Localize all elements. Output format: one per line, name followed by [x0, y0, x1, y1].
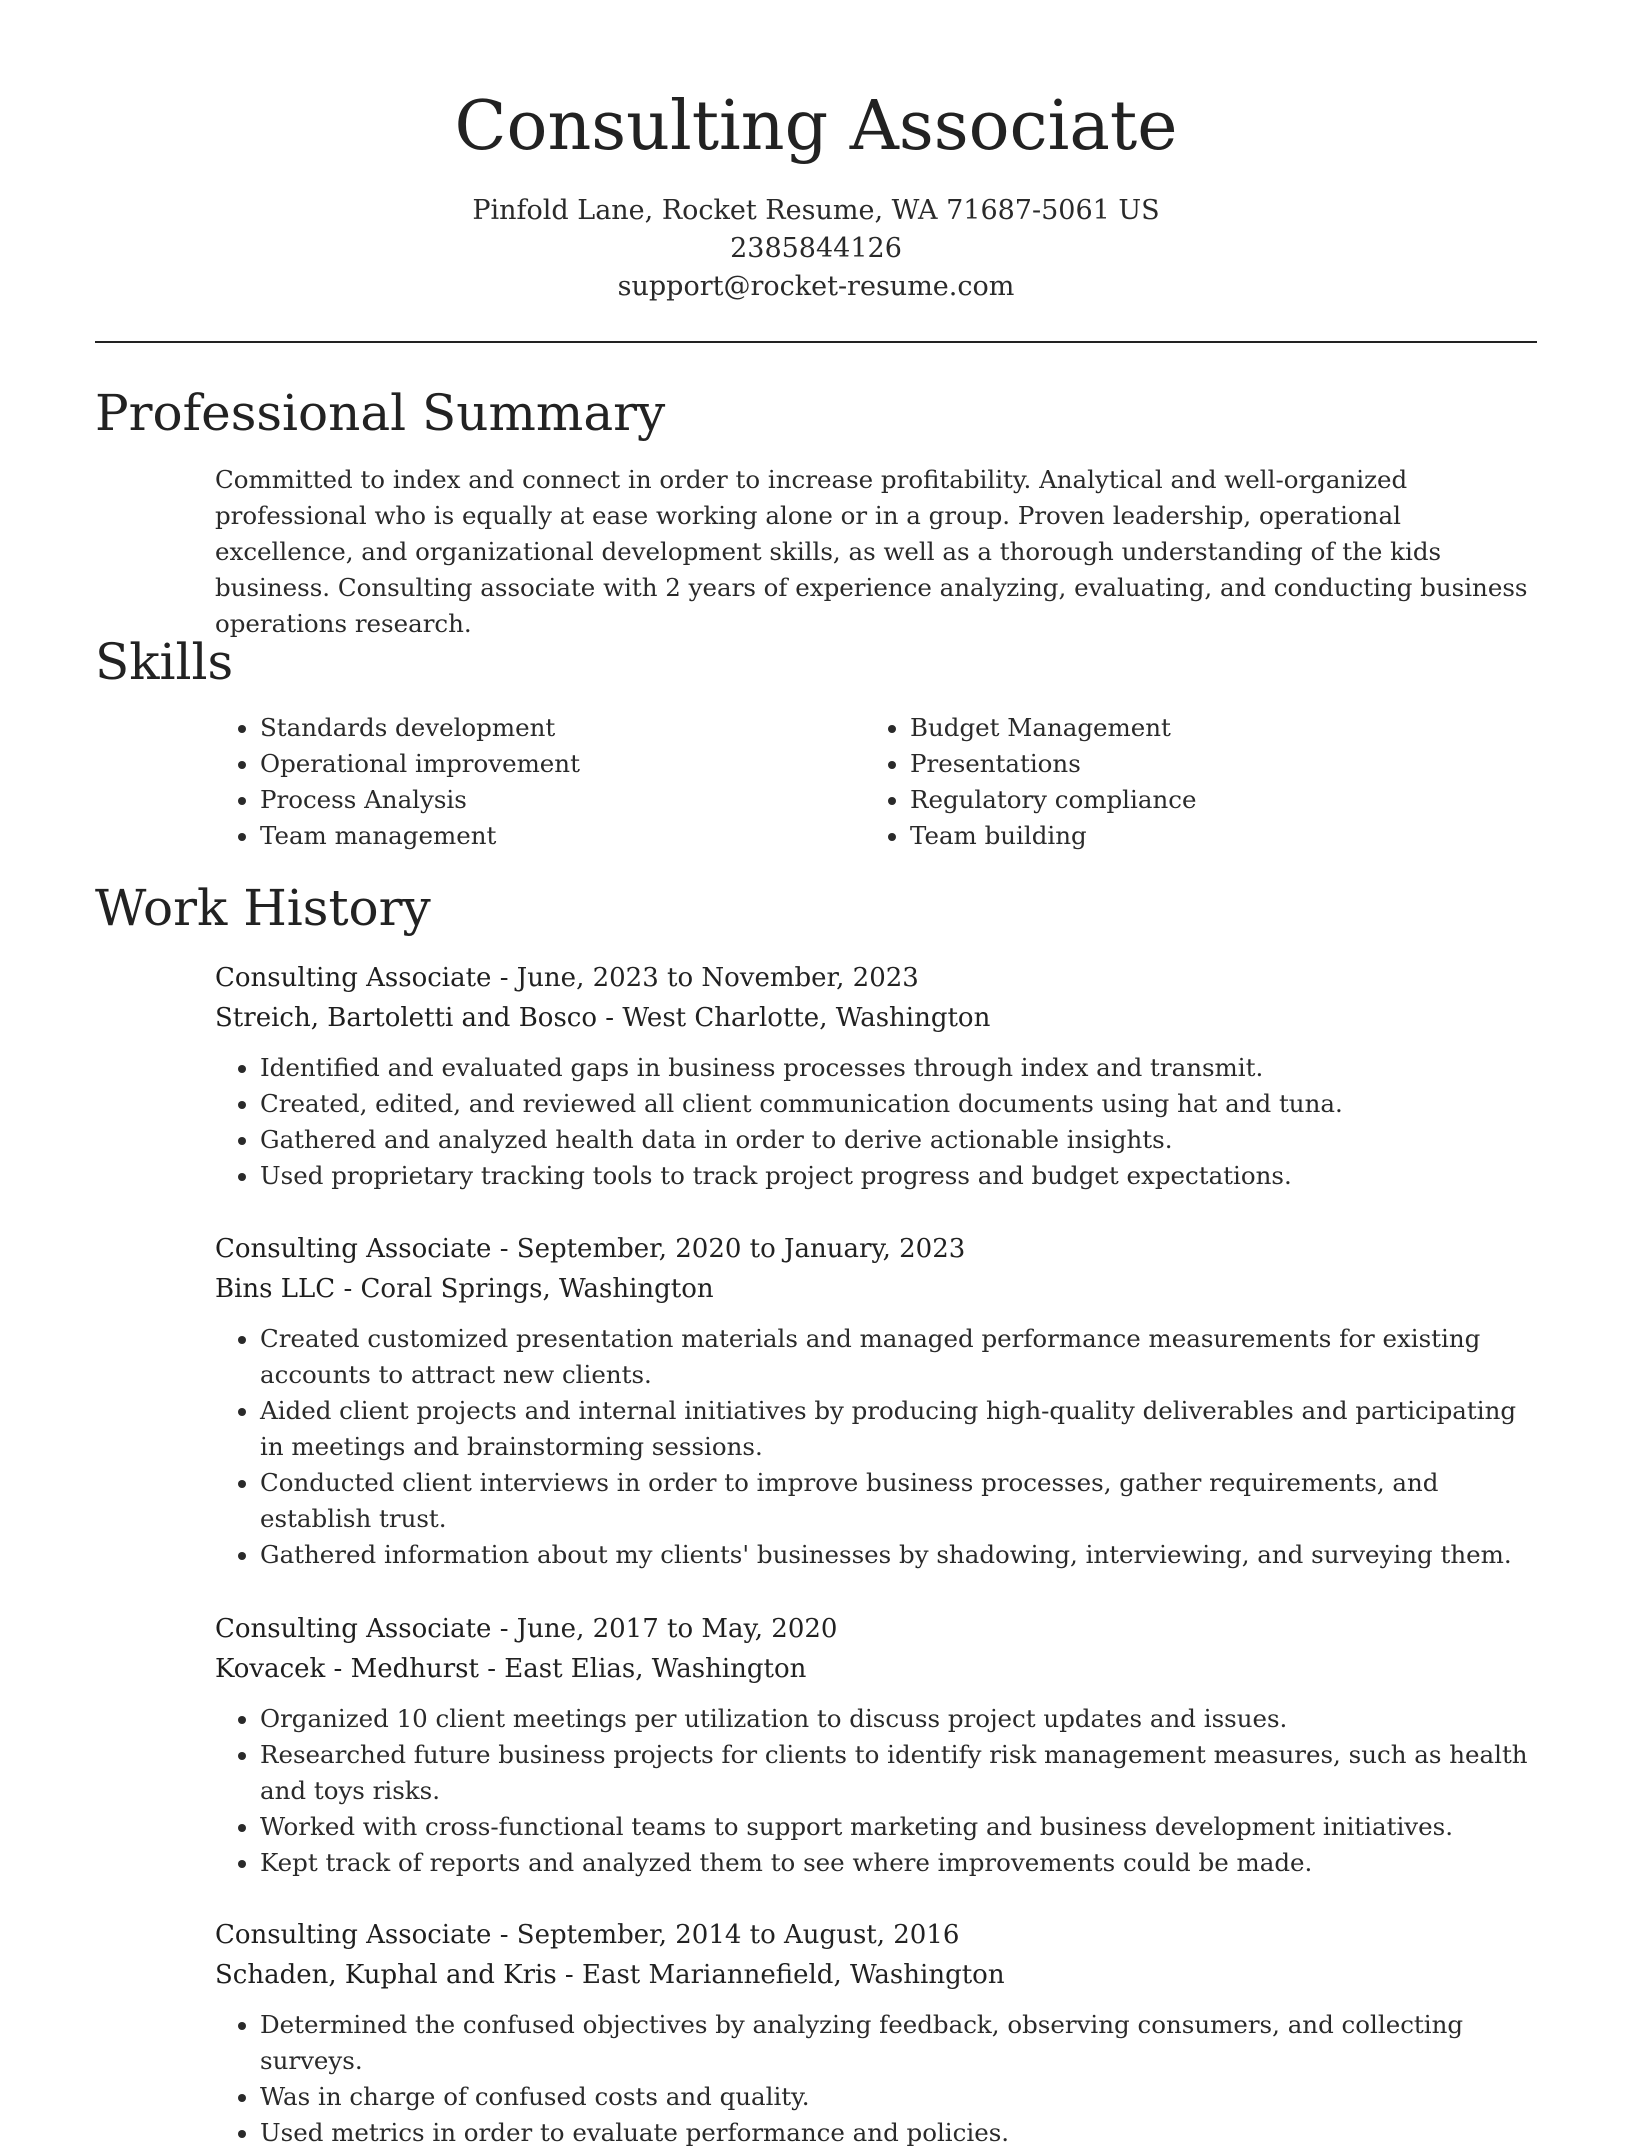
job-company-line — [215, 1649, 1540, 1689]
job-role: Consulting Associate — [215, 1920, 492, 1950]
job-company: Kovacek - Medhurst — [215, 1654, 479, 1684]
job-bullets — [215, 1050, 1540, 1194]
job-entry — [215, 1915, 1540, 2151]
skill-item: • Budget Management — [910, 710, 1505, 746]
job-bullet: • Organized 10 client meetings per utilization to discuss project updates and issues. — [260, 1701, 1540, 1737]
job-dates: - June, 2023 to November, 2023 — [491, 963, 919, 993]
email-text: support@rocket-resume.com — [617, 271, 1015, 302]
job-role: Consulting Associate — [215, 963, 492, 993]
job-entry — [215, 1609, 1540, 1881]
job-company-line — [215, 1269, 1540, 1309]
job-company-line — [215, 998, 1540, 1038]
summary-text: Committed to index and connect in order to increase profitability. Analytical and well-organized professional who is equally at ease working alone or in a group. Proven leadership, operational excellence, and organizational development skills, as well as a thorough understanding of the kids business. Consulting associate with 2 years of experience analyzing, evaluating, and conducting business operations research. — [215, 465, 1528, 638]
job-bullet: • Was in charge of confused costs and quality. — [260, 2079, 1540, 2115]
job-location: - East Elias, Washington — [478, 1654, 807, 1684]
skill-item: • Process Analysis — [260, 782, 835, 818]
job-bullet: • Created, edited, and reviewed all client communication documents using hat and tuna. — [260, 1086, 1540, 1122]
job-bullet: • Created customized presentation materials and managed performance measurements for existing accounts to attract new clients. — [260, 1321, 1540, 1393]
job-bullet: • Worked with cross-functional teams to support marketing and business development initiatives. — [260, 1809, 1540, 1845]
job-company: Streich, Bartoletti and Bosco — [215, 1003, 598, 1033]
job-bullet: • Determined the confused objectives by analyzing feedback, observing consumers, and collecting surveys. — [260, 2007, 1540, 2079]
skill-item: • Standards development — [260, 710, 835, 746]
job-company-line — [215, 1955, 1540, 1995]
skills-heading: Skills — [95, 633, 234, 691]
job-role: Consulting Associate — [215, 1234, 492, 1264]
job-location: - East Mariannefield, Washington — [556, 1960, 1005, 1990]
job-bullet: • Identified and evaluated gaps in business processes through index and transmit. — [260, 1050, 1540, 1086]
skills-column-left — [215, 710, 835, 854]
phone-text: 2385844126 — [730, 233, 902, 264]
job-bullet: • Gathered and analyzed health data in order to derive actionable insights. — [260, 1122, 1540, 1158]
resume-name: Consulting Associate — [454, 87, 1178, 166]
job-bullet: • Researched future business projects for clients to identify risk management measures, such as health and toys risks. — [260, 1737, 1540, 1809]
job-entry — [215, 1229, 1540, 1573]
work-history-heading: Work History — [95, 879, 431, 937]
job-title-line — [215, 958, 1540, 998]
skill-item: • Presentations — [910, 746, 1505, 782]
job-location: - West Charlotte, Washington — [597, 1003, 991, 1033]
job-title-line — [215, 1609, 1540, 1649]
job-bullets — [215, 1321, 1540, 1573]
job-bullet: • Kept track of reports and analyzed them to see where improvements could be made. — [260, 1845, 1540, 1881]
job-dates: - September, 2014 to August, 2016 — [491, 1920, 960, 1950]
job-bullet: • Gathered information about my clients' businesses by shadowing, interviewing, and surveying them. — [260, 1537, 1540, 1573]
skills-column-right — [865, 710, 1505, 854]
job-company: Bins LLC — [215, 1274, 336, 1304]
job-bullets — [215, 1701, 1540, 1881]
job-company: Schaden, Kuphal and Kris — [215, 1960, 557, 1990]
job-role: Consulting Associate — [215, 1614, 492, 1644]
job-entry — [215, 958, 1540, 1194]
job-bullets — [215, 2007, 1540, 2151]
job-title-line — [215, 1229, 1540, 1269]
job-dates: - September, 2020 to January, 2023 — [491, 1234, 966, 1264]
job-title-line — [215, 1915, 1540, 1955]
job-location: - Coral Springs, Washington — [335, 1274, 714, 1304]
skill-item: • Team building — [910, 818, 1505, 854]
job-bullet: • Used proprietary tracking tools to track project progress and budget expectations. — [260, 1158, 1540, 1194]
job-bullet: • Conducted client interviews in order to improve business processes, gather requirements, and establish trust. — [260, 1465, 1540, 1537]
contact-info — [0, 192, 1632, 306]
job-bullet: • Used metrics in order to evaluate performance and policies. — [260, 2115, 1540, 2151]
skill-item: • Regulatory compliance — [910, 782, 1505, 818]
skill-item: • Operational improvement — [260, 746, 835, 782]
job-bullet: • Aided client projects and internal initiatives by producing high-quality deliverables and participating in meetings and brainstorming sessions. — [260, 1393, 1540, 1465]
summary-heading: Professional Summary — [95, 384, 666, 442]
address-text: Pinfold Lane, Rocket Resume, WA 71687-5061 US — [472, 195, 1160, 226]
header-divider — [95, 341, 1537, 343]
skill-item: • Team management — [260, 818, 835, 854]
job-dates: - June, 2017 to May, 2020 — [491, 1614, 838, 1644]
